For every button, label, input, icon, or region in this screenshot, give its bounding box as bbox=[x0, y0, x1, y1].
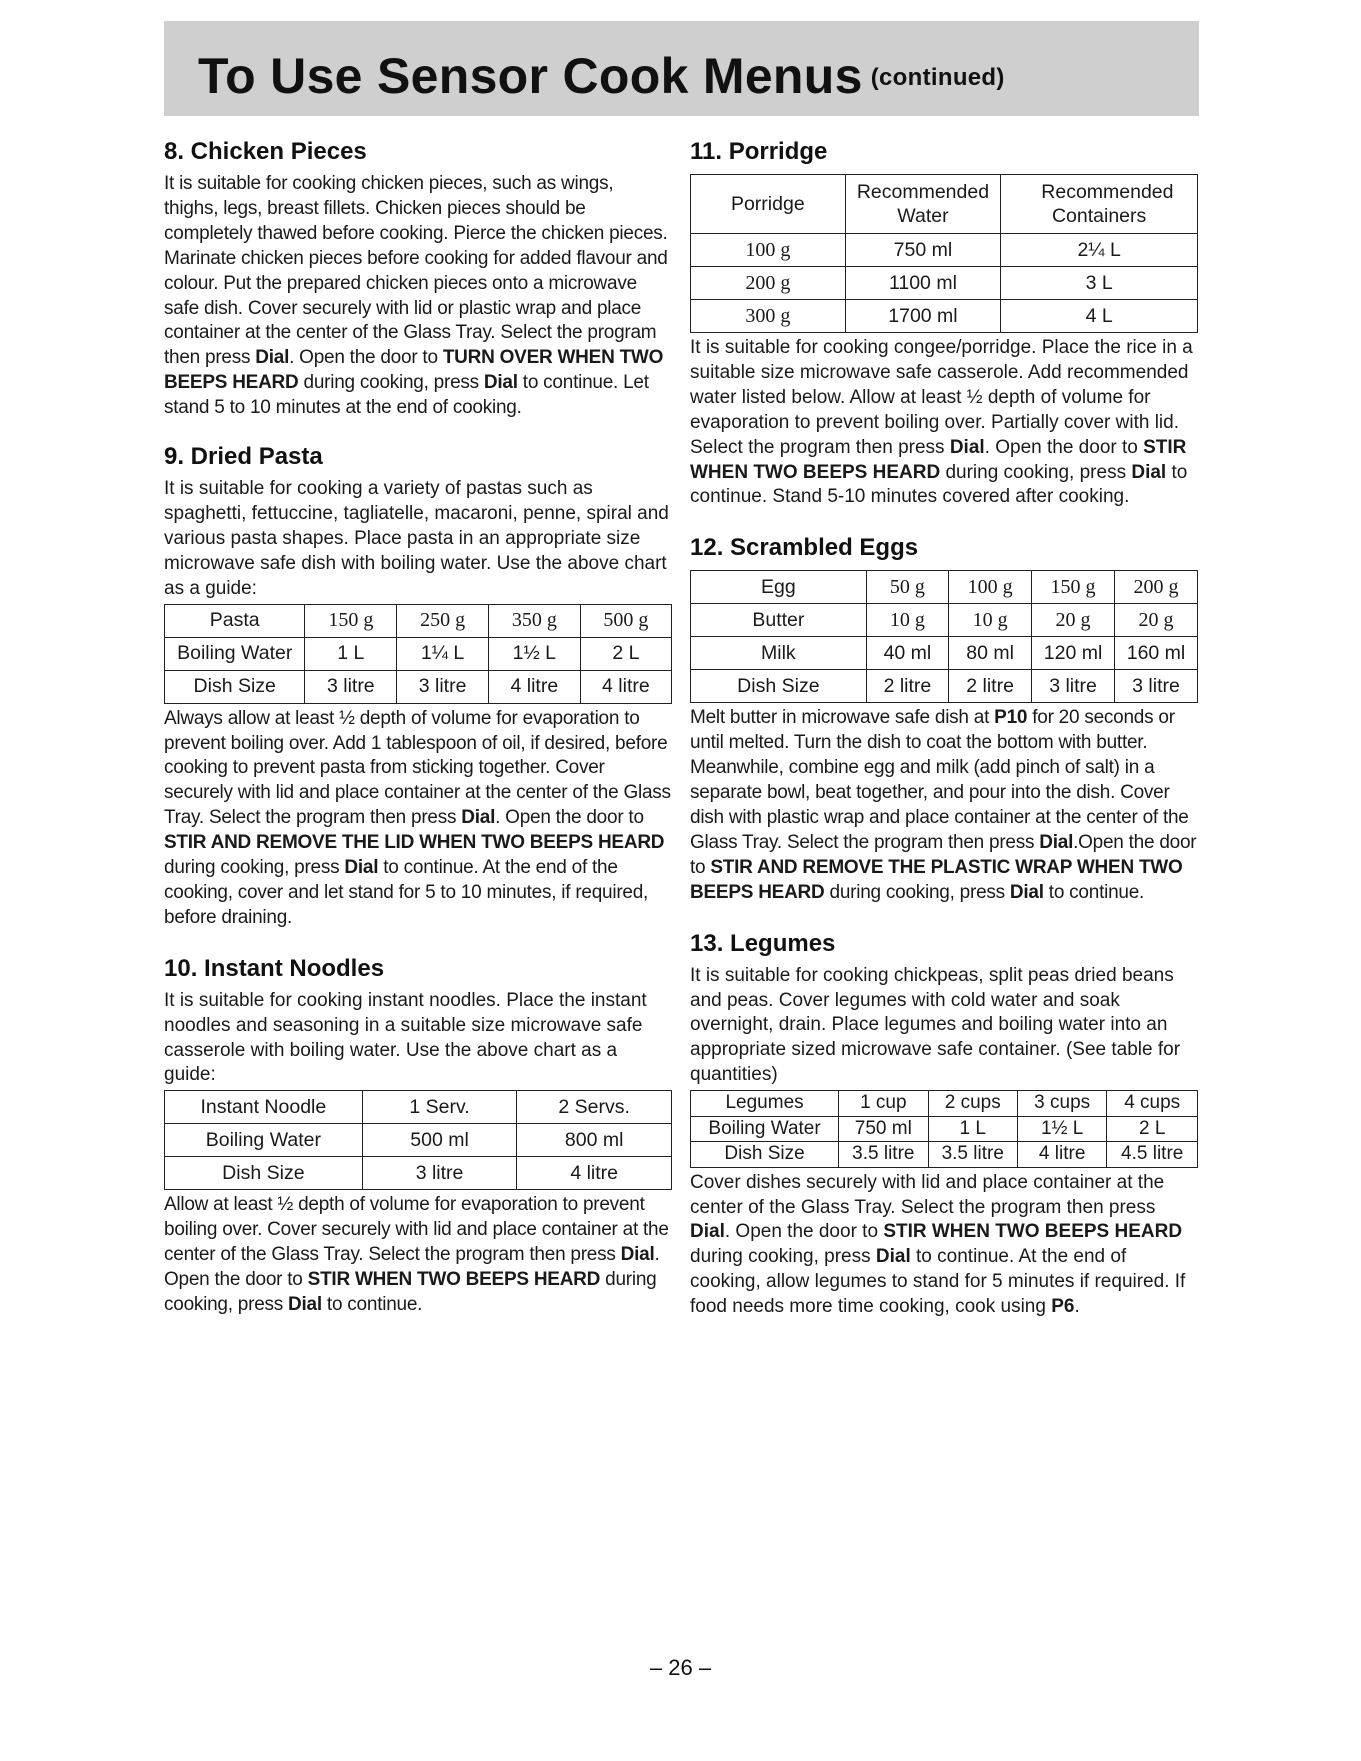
pasta-table bbox=[164, 604, 672, 704]
page-title-suffix: (continued) bbox=[870, 64, 1005, 91]
table-cell: Boiling Water bbox=[165, 637, 305, 670]
section-chicken-pieces bbox=[164, 132, 672, 421]
table-cell: 4 litre bbox=[517, 1157, 672, 1190]
section-body: Allow at least ½ depth of volume for evaporation to prevent boiling over. Cover securely with lid and place container at the center of the Glass Tray. Select the program then press Dial. Open the door to STIR WHEN TWO BEEPS HEARD during cooking, press Dial to continue. bbox=[164, 1194, 669, 1315]
section-title: 9. Dried Pasta bbox=[164, 443, 323, 471]
table-cell: 300 g bbox=[691, 300, 846, 333]
section-instant-noodles bbox=[164, 949, 672, 1318]
page-banner bbox=[164, 21, 1199, 116]
table-cell: 2 L bbox=[1107, 1116, 1198, 1142]
table-row bbox=[691, 670, 1198, 703]
table-row bbox=[691, 267, 1198, 300]
table-cell: 10 g bbox=[866, 604, 948, 637]
section-scrambled-eggs bbox=[690, 528, 1198, 905]
table-cell: 2 litre bbox=[949, 670, 1032, 703]
table-row bbox=[691, 604, 1198, 637]
table-cell: 120 ml bbox=[1032, 637, 1115, 670]
table-cell: 1 L bbox=[305, 637, 397, 670]
table-cell: 3 L bbox=[1001, 267, 1198, 300]
table-cell: 2 L bbox=[580, 637, 671, 670]
section-porridge bbox=[690, 132, 1198, 510]
table-cell: 2¼ L bbox=[1001, 234, 1198, 267]
table-cell: Dish Size bbox=[165, 1157, 363, 1190]
table-cell: 3.5 litre bbox=[839, 1142, 928, 1168]
table-cell: 3.5 litre bbox=[928, 1142, 1017, 1168]
table-row bbox=[165, 1091, 672, 1124]
table-row bbox=[165, 670, 672, 703]
section-title: 13. Legumes bbox=[690, 929, 836, 957]
table-row bbox=[165, 637, 672, 670]
page-number: – 26 – bbox=[649, 1655, 712, 1680]
table-cell: 1100 ml bbox=[845, 267, 1001, 300]
table-cell: Egg bbox=[691, 571, 867, 604]
table-cell: Dish Size bbox=[691, 1142, 839, 1168]
left-column bbox=[164, 132, 672, 1318]
table-cell: 4 cups bbox=[1107, 1091, 1198, 1117]
page-title bbox=[198, 47, 1005, 105]
table-cell: Instant Noodle bbox=[165, 1091, 363, 1124]
table-cell: 2 cups bbox=[928, 1091, 1017, 1117]
table-cell: 1 L bbox=[928, 1116, 1017, 1142]
table-cell: 20 g bbox=[1032, 604, 1115, 637]
table-header-cell: Recommended Water bbox=[845, 175, 1001, 234]
table-cell: Dish Size bbox=[165, 670, 305, 703]
table-cell: Boiling Water bbox=[165, 1124, 363, 1157]
table-cell: 350 g bbox=[488, 604, 580, 637]
table-cell: 1700 ml bbox=[845, 300, 1001, 333]
section-title: 8. Chicken Pieces bbox=[164, 138, 367, 165]
porridge-table bbox=[690, 174, 1198, 333]
page-title-text: To Use Sensor Cook Menus bbox=[198, 48, 863, 104]
table-cell: 3 litre bbox=[1115, 670, 1198, 703]
table-header-cell: Porridge bbox=[691, 175, 846, 234]
table-cell: 1½ L bbox=[1017, 1116, 1106, 1142]
table-cell: 750 ml bbox=[845, 234, 1001, 267]
table-cell: 40 ml bbox=[866, 637, 948, 670]
table-cell: 100 g bbox=[691, 234, 846, 267]
table-cell: 4 litre bbox=[1017, 1142, 1106, 1168]
section-body: It is suitable for cooking congee/porridge. Place the rice in a suitable size microwave safe casserole. Add recommended water listed below. Allow at least ½ depth of volume for evaporation to prevent boiling over. Partially cover with lid. Select the program then press Dial. Open the door to STIR WHEN TWO BEEPS HEARD during cooking, press Dial to continue. Stand 5-10 minutes covered after cooking. bbox=[690, 337, 1193, 508]
table-cell: Milk bbox=[691, 637, 867, 670]
table-cell: 800 ml bbox=[517, 1124, 672, 1157]
table-cell: 4 litre bbox=[580, 670, 671, 703]
section-title: 11. Porridge bbox=[690, 138, 828, 165]
table-cell: Boiling Water bbox=[691, 1116, 839, 1142]
table-row bbox=[691, 234, 1198, 267]
table-row bbox=[165, 604, 672, 637]
right-column bbox=[690, 132, 1198, 1320]
table-row bbox=[691, 300, 1198, 333]
table-cell: 1½ L bbox=[488, 637, 580, 670]
table-row bbox=[691, 637, 1198, 670]
table-cell: 1 cup bbox=[839, 1091, 928, 1117]
table-cell: 2 Servs. bbox=[517, 1091, 672, 1124]
table-cell: 500 ml bbox=[362, 1124, 517, 1157]
table-cell: 3 cups bbox=[1017, 1091, 1106, 1117]
table-cell: 4 litre bbox=[488, 670, 580, 703]
table-cell: 150 g bbox=[1032, 571, 1115, 604]
table-cell: 4 L bbox=[1001, 300, 1198, 333]
table-cell: 3 litre bbox=[362, 1157, 517, 1190]
table-cell: 200 g bbox=[691, 267, 846, 300]
table-cell: 200 g bbox=[1115, 571, 1198, 604]
section-intro: It is suitable for cooking instant noodles. Place the instant noodles and seasoning in a suitable size microwave safe casserole with boiling water. Use the above chart as a guide: bbox=[164, 989, 647, 1086]
section-title: 12. Scrambled Eggs bbox=[690, 534, 919, 562]
table-cell: 10 g bbox=[949, 604, 1032, 637]
section-body: It is suitable for cooking chicken pieces, such as wings, thighs, legs, breast fillets. Chicken pieces should be completely thawed before cooking. Pierce the chicken pieces. Marinate chicken pieces before cooking for added flavour and colour. Put the prepared chicken pieces onto a microwave safe dish. Cover securely with lid or plastic wrap and place container at the center of the Glass Tray. Select the program then press Dial. Open the door to TURN OVER WHEN TWO BEEPS HEARD during cooking, press Dial to continue. Let stand 5 to 10 minutes at the end of cooking. bbox=[164, 173, 668, 419]
section-body: Cover dishes securely with lid and place container at the center of the Glass Tray. Select the program then press Dial. Open the door to STIR WHEN TWO BEEPS HEARD during cooking, press Dial to continue. At the end of cooking, allow legumes to stand for 5 minutes if required. If food needs more time cooking, cook using P6. bbox=[690, 1171, 1186, 1318]
table-cell: Pasta bbox=[165, 604, 305, 637]
table-cell: Legumes bbox=[691, 1091, 839, 1117]
table-row bbox=[165, 1124, 672, 1157]
section-body: Always allow at least ½ depth of volume for evaporation to prevent boiling over. Add 1 tablespoon of oil, if desired, before cooking to prevent pasta from sticking together. Cover securely with lid and place container at the center of the Glass Tray. Select the program then press Dial. Open the door to STIR AND REMOVE THE LID WHEN TWO BEEPS HEARD during cooking, press Dial to continue. At the end of the cooking, cover and let stand for 5 to 10 minutes, if required, before draining. bbox=[164, 707, 671, 928]
table-cell: 160 ml bbox=[1115, 637, 1198, 670]
table-row bbox=[165, 1157, 672, 1190]
table-cell: 3 litre bbox=[1032, 670, 1115, 703]
table-cell: 50 g bbox=[866, 571, 948, 604]
table-cell: Dish Size bbox=[691, 670, 867, 703]
section-body: Melt butter in microwave safe dish at P10 for 20 seconds or until melted. Turn the dish to coat the bottom with butter. Meanwhile, combine egg and milk (add pinch of salt) in a separate bowl, beat together, and pour into the dish. Cover dish with plastic wrap and place container at the center of the Glass Tray. Select the program then press Dial.Open the door to STIR AND REMOVE THE PLASTIC WRAP WHEN TWO BEEPS HEARD during cooking, press Dial to continue. bbox=[690, 707, 1197, 903]
table-cell: 3 litre bbox=[305, 670, 397, 703]
noodles-table bbox=[164, 1090, 672, 1190]
table-header-row bbox=[691, 175, 1198, 234]
table-row bbox=[691, 1091, 1198, 1117]
table-cell: 750 ml bbox=[839, 1116, 928, 1142]
table-cell: 150 g bbox=[305, 604, 397, 637]
table-cell: 4.5 litre bbox=[1107, 1142, 1198, 1168]
section-intro: It is suitable for cooking chickpeas, split peas dried beans and peas. Cover legumes with cold water and soak overnight, drain. Place legumes and boiling water into an appropriate sized microwave safe container. (See table for quantities) bbox=[690, 964, 1181, 1086]
table-cell: 3 litre bbox=[397, 670, 489, 703]
table-cell: Butter bbox=[691, 604, 867, 637]
table-header-cell: Recommended Containers bbox=[1001, 175, 1198, 234]
table-cell: 80 ml bbox=[949, 637, 1032, 670]
legumes-table bbox=[690, 1090, 1198, 1168]
section-dried-pasta bbox=[164, 437, 672, 931]
section-intro: It is suitable for cooking a variety of pastas such as spaghetti, fettuccine, tagliatelle, macaroni, penne, spiral and various pasta shapes. Place pasta in an appropriate size microwave safe dish with boiling water. Use the above chart as a guide: bbox=[164, 478, 669, 599]
table-cell: 2 litre bbox=[866, 670, 948, 703]
section-title: 10. Instant Noodles bbox=[164, 954, 385, 982]
table-row bbox=[691, 1116, 1198, 1142]
table-cell: 1¼ L bbox=[397, 637, 489, 670]
section-legumes bbox=[690, 924, 1198, 1320]
table-cell: 250 g bbox=[397, 604, 489, 637]
eggs-table bbox=[690, 570, 1198, 703]
table-cell: 1 Serv. bbox=[362, 1091, 517, 1124]
table-cell: 20 g bbox=[1115, 604, 1198, 637]
table-cell: 500 g bbox=[580, 604, 671, 637]
table-cell: 100 g bbox=[949, 571, 1032, 604]
table-row bbox=[691, 1142, 1198, 1168]
table-row bbox=[691, 571, 1198, 604]
